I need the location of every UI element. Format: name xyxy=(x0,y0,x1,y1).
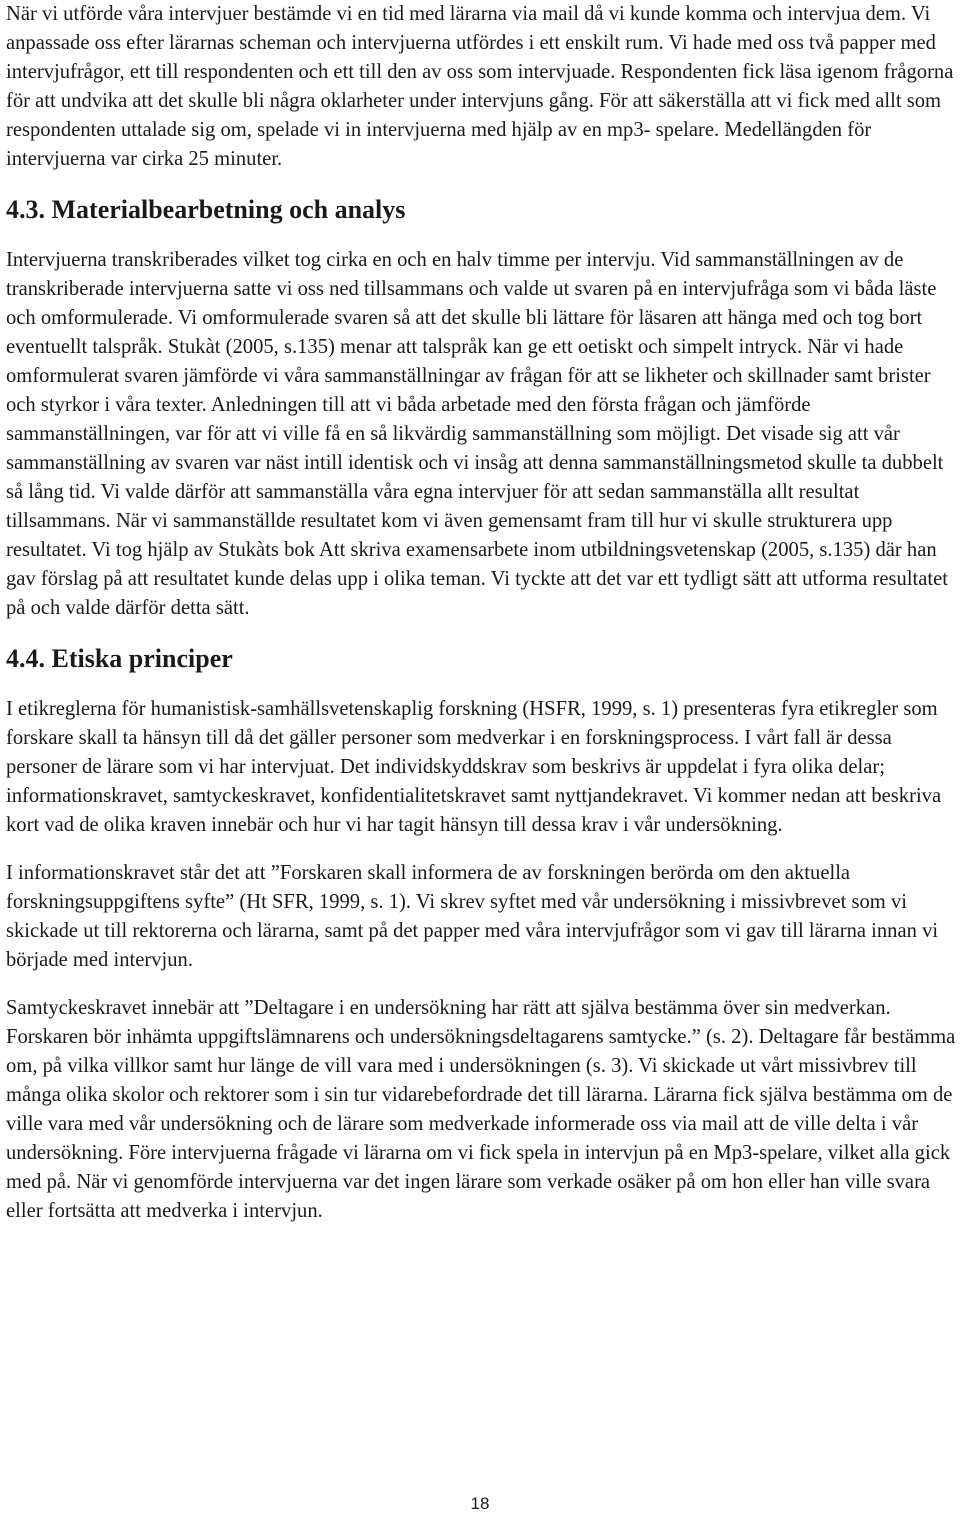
section-heading-4-3: 4.3. Materialbearbetning och analys xyxy=(6,195,406,224)
section-4-3-paragraph: Intervjuerna transkriberades vilket tog cirka en och en halv timme per intervju. Vid sammanställningen av de transkriberade intervjuerna satte vi oss ned tillsammans och valde ut svaren på en intervjufråga som vi båda läste och omformulerade. Vi omformulerade svaren så att det skulle bli lättare för läsaren att hänga med och tog bort eventuellt talspråk. Stukàt (2005, s.135) menar att talspråk kan ge ett oetiskt och simpelt intryck. När vi hade omformulerat svaren jämförde vi våra sammanställningar av frågan för att se likheter och skillnader samt brister och styrkor i våra texter. Anledningen till att vi båda arbetade med den första frågan och jämförde sammanställningen, var för att vi ville få en så likvärdig sammanställning som möjligt. Det visade sig att vår sammanställning av svaren var näst intill identisk och vi insåg att denna sammanställningsmetod skulle ta dubbelt så lång tid. Vi valde därför att sammanställa våra egna intervjuer för att sedan sammanställa allt resultat tillsammans. När vi sammanställde resultatet kom vi även gemensamt fram till hur vi skulle strukturera upp resultatet. Vi tog hjälp av Stukàts bok Att skriva examensarbete inom utbildningsvetenskap (2005, s.135) där han gav förslag på att resultatet kunde delas upp i olika teman. Vi tyckte att det var ett tydligt sätt att utforma resultatet på och valde därför detta sätt. xyxy=(6,249,948,619)
section-4-4-paragraph-2: I informationskravet står det att ”Forskaren skall informera de av forskningen berörda om den aktuella forskningsuppgiftens syfte” (Ht SFR, 1999, s. 1). Vi skrev syftet med vår undersökning i missivbrevet som vi skickade ut till rektorerna och lärarna, samt på det papper med våra intervjufrågor som vi gav till lärarna innan vi började med intervjun. xyxy=(6,862,939,971)
spacer xyxy=(6,840,956,859)
section-4-4-paragraph-1: I etikreglerna för humanistisk-samhällsvetenskaplig forskning (HSFR, 1999, s. 1) presenteras fyra etikregler som forskare skall ta hänsyn till då det gäller personer som medverkar i en forskningsprocess. I vårt fall är dessa personer de lärare som vi har intervjuat. Det individskyddskrav som beskrivs är uppdelat i fyra olika delar; informationskravet, samtyckeskravet, konfidentialitetskravet samt nyttjandekravet. Vi kommer nedan att beskriva kort vad de olika kraven innebär och hur vi har tagit hänsyn till dessa krav i vår undersökning. xyxy=(6,698,942,836)
spacer xyxy=(6,227,956,246)
spacer xyxy=(6,676,956,695)
page-number: 18 xyxy=(470,1494,490,1513)
spacer xyxy=(6,623,956,642)
section-heading-4-4: 4.4. Etiska principer xyxy=(6,644,233,673)
document-page xyxy=(6,0,956,1226)
spacer xyxy=(6,174,956,193)
intro-paragraph: När vi utförde våra intervjuer bestämde vi en tid med lärarna via mail då vi kunde komma och intervjua dem. Vi anpassade oss efter lärarnas scheman och intervjuerna utfördes i ett enskilt rum. Vi hade med oss två papper med intervjufrågor, ett till respondenten och ett till den av oss som intervjuade. Respondenten fick läsa igenom frågorna för att undvika att det skulle bli några oklarheter under intervjuns gång. För att säkerställa att vi fick med allt som respondenten uttalade sig om, spelade vi in intervjuerna med hjälp av en mp3- spelare. Medellängden för intervjuerna var cirka 25 minuter. xyxy=(6,3,954,170)
section-4-4-paragraph-3: Samtyckeskravet innebär att ”Deltagare i en undersökning har rätt att själva bestämma över sin medverkan. Forskaren bör inhämta uppgiftslämnarens och undersökningsdeltagarens samtycke.” (s. 2). Deltagare får bestämma om, på vilka villkor samt hur länge de vill vara med i undersökningen (s. 3). Vi skickade ut vårt missivbrev till många olika skolor och rektorer som i sin tur vidarebefordrade det till lärarna. Lärarna fick själva bestämma om de ville vara med vår undersökning och de lärare som medverkade informerade oss via mail att de ville delta i vår undersökning. Före intervjuerna frågade vi lärarna om vi fick spela in intervjun på en Mp3-spelare, vilket alla gick med på. När vi genomförde intervjuerna var det ingen lärare som verkade osäker på om hon eller han ville svara eller fortsätta att medverka i intervjun. xyxy=(6,997,956,1222)
spacer xyxy=(6,975,956,994)
